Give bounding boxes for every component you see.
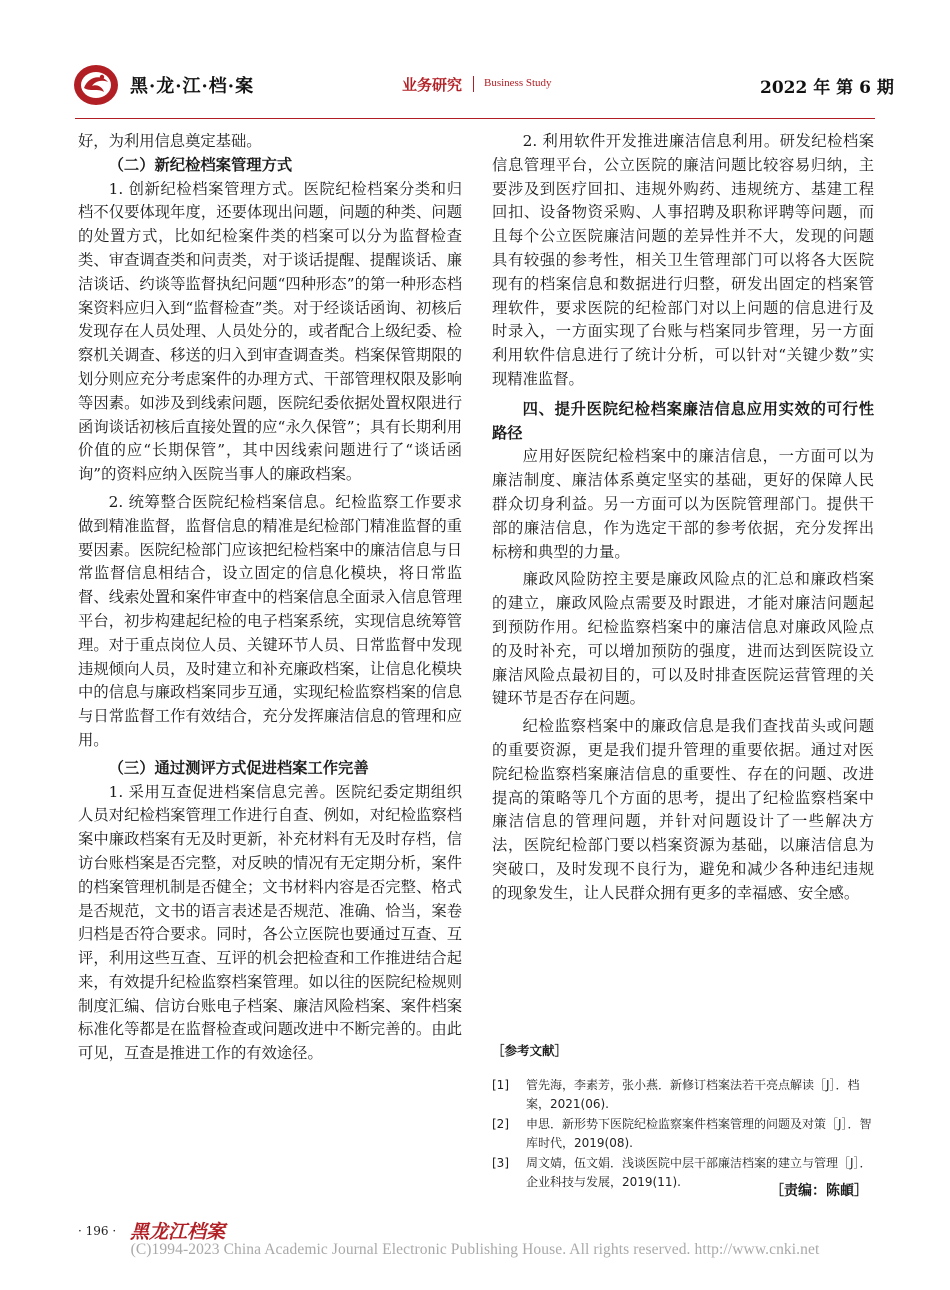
section-divider [473, 76, 474, 92]
journal-name: 黑·龙·江·档·案 [130, 76, 255, 97]
left-column [78, 130, 462, 1066]
copyright-notice: (C)1994-2023 China Academic Journal Electronic Publishing House. All rights reserved. http://www.cnki.net [130, 1241, 820, 1258]
page-header [0, 0, 950, 120]
right-column [492, 130, 874, 906]
reference-text: 周文婧，伍文娟．浅谈医院中层干部廉洁档案的建立与管理［J］．企业科技与发展，2019(11). [526, 1156, 872, 1189]
reference-item [492, 1115, 877, 1153]
reference-number: [2] [492, 1117, 509, 1131]
paragraph: 好，为利用信息奠定基础。 [78, 132, 262, 150]
paragraph: 2. 统筹整合医院纪检档案信息。纪检监察工作要求做到精准监督，监督信息的精准是纪检部门精准监督的重要因素。医院纪检部门应该把纪检档案中的廉洁信息与日常监督信息相结合，设立固定的信息化模块，将日常监督、线索处置和案件审查中的档案信息全面录入信息管理平台，初步构建起纪检的电子档案系统，实现信息统筹管理。对于重点岗位人员、关键环节人员、日常监督中发现违规倾向人员，及时建立和补充廉政档案，让信息化模块中的信息与廉政档案同步互通，实现纪检监察档案的信息与日常监督工作有效结合，充分发挥廉洁信息的管理和应用。 [78, 492, 462, 749]
paragraph: 应用好医院纪检档案中的廉洁信息，一方面可以为廉洁制度、廉洁体系奠定坚实的基础，更好的保障人民群众切身利益。另一方面可以为医院管理部门。提供干部的廉洁信息，作为选定干部的参考依据，充分发挥出标榜和典型的力量。 [492, 447, 874, 561]
subsection-heading: （三）通过测评方式促进档案工作完善 [108, 758, 369, 777]
paragraph: 廉政风险防控主要是廉政风险点的汇总和廉政档案的建立，廉政风险点需要及时跟进，才能对廉洁问题起到预防作用。纪检监察档案中的廉洁信息对廉政风险点的及时补充，可以增加预防的强度，进而达到医院设立廉洁风险点最初目的，可以及时排查医院运营管理的关键环节是否存在问题。 [492, 570, 874, 708]
references-list [492, 1076, 877, 1193]
footer-journal-logo: 黑龙江档案 [130, 1221, 226, 1243]
journal-logo-icon [72, 62, 120, 108]
paragraph: 纪检监察档案中的廉政信息是我们查找苗头或问题的重要资源，更是我们提升管理的重要依据。通过对医院纪检监察档案廉洁信息的重要性、存在的问题、改进提高的策略等几个方面的思考，提出了纪检监察档案中廉洁信息的管理问题，并针对问题设计了一些解决方法，医院纪检部门要以档案资源为基础，以廉洁信息为突破口，及时发现不良行为，避免和减少各种违纪违规的现象发生，让人民群众拥有更多的幸福感、安全感。 [492, 717, 874, 902]
reference-text: 申思．新形势下医院纪检监察案件档案管理的问题及对策［J］．智库时代，2019(08). [526, 1117, 872, 1150]
page-number: · 196 · [78, 1224, 117, 1238]
reference-number: [3] [492, 1156, 509, 1170]
paragraph: 1. 采用互查促进档案信息完善。医院纪委定期组织人员对纪检档案管理工作进行自查、例如，对纪检监察档案中廉政档案有无及时更新，补充材料有无及时存档，信访台账档案是否完整，对反映的情况有无定期分析，案件的档案管理机制是否健全；文书材料内容是否完整、格式是否规范，文书的语言表述是否规范、准确、恰当，案卷归档是否符合要求。同时，各公立医院也要通过互查、互评，利用这些互查、互评的机会把检查和工作推进结合起来，有效提升纪检监察档案管理。如以往的医院纪检规则制度汇编、信访台账电子档案、廉洁风险档案、案件档案标准化等都是在监督检查或问题改进中不断完善的。由此可见，互查是推进工作的有效途径。 [78, 782, 462, 1063]
paragraph: 2. 利用软件开发推进廉洁信息利用。研发纪检档案信息管理平台，公立医院的廉洁问题比较容易归纳，主要涉及到医疗回扣、违规外购药、违规统方、基建工程回扣、设备物资采购、人事招聘及职称评聘等问题，而且每个公立医院廉洁问题的差异性并不大，发现的问题具有较强的参考性，相关卫生管理部门可以将各大医院现有的档案信息和数据进行归整，研发出固定的档案管理软件，要求医院的纪检部门对以上问题的信息进行及时录入，一方面实现了台账与档案同步管理，另一方面利用软件信息进行了统计分析，可以针对“关键少数”实现精准监督。 [492, 132, 874, 388]
header-rule [75, 118, 875, 119]
paragraph: 1. 创新纪检档案管理方式。医院纪检档案分类和归档不仅要体现年度，还要体现出问题，问题的种类、问题的处置方式，比如纪检案件类的档案可以分为监督检查类、审查调查类和问责类，对于谈话提醒、提醒谈话、廉洁谈话、约谈等监督执纪问题“四种形态”的第一种形态档案资料应归入到“监督检查”类。对于经谈话函询、初核后发现存在人员处理、人员处分的，或者配合上级纪委、检察机关调查、移送的归入到审查调查类。档案保管期限的划分则应充分考虑案件的办理方式、干部管理权限及影响等因素。如涉及到线索问题，医院纪委依据处置权限进行函询谈话初核后直接处置的应“永久保管”；具有长期利用价值的应“长期保管”，其中因线索问题进行了“谈话函询”的资料应纳入医院当事人的廉政档案。 [78, 179, 462, 484]
references-title: ［参考文献］ [492, 1043, 568, 1058]
reference-text: 管先海，李素芳，张小燕．新修订档案法若干亮点解读［J］．档案，2021(06). [526, 1078, 860, 1111]
section-label: 业务研究 [402, 76, 463, 94]
reference-item [492, 1076, 877, 1114]
section-label-en: Business Study [484, 77, 552, 89]
editor-credit: ［责编：陈頔］ [770, 1183, 868, 1199]
section-heading: 四、提升医院纪检档案廉洁信息应用实效的可行性路径 [492, 399, 874, 442]
subsection-heading: （二）新纪检档案管理方式 [108, 155, 293, 174]
reference-number: [1] [492, 1078, 509, 1092]
issue-number: 2022 年 第 6 期 [760, 78, 894, 98]
